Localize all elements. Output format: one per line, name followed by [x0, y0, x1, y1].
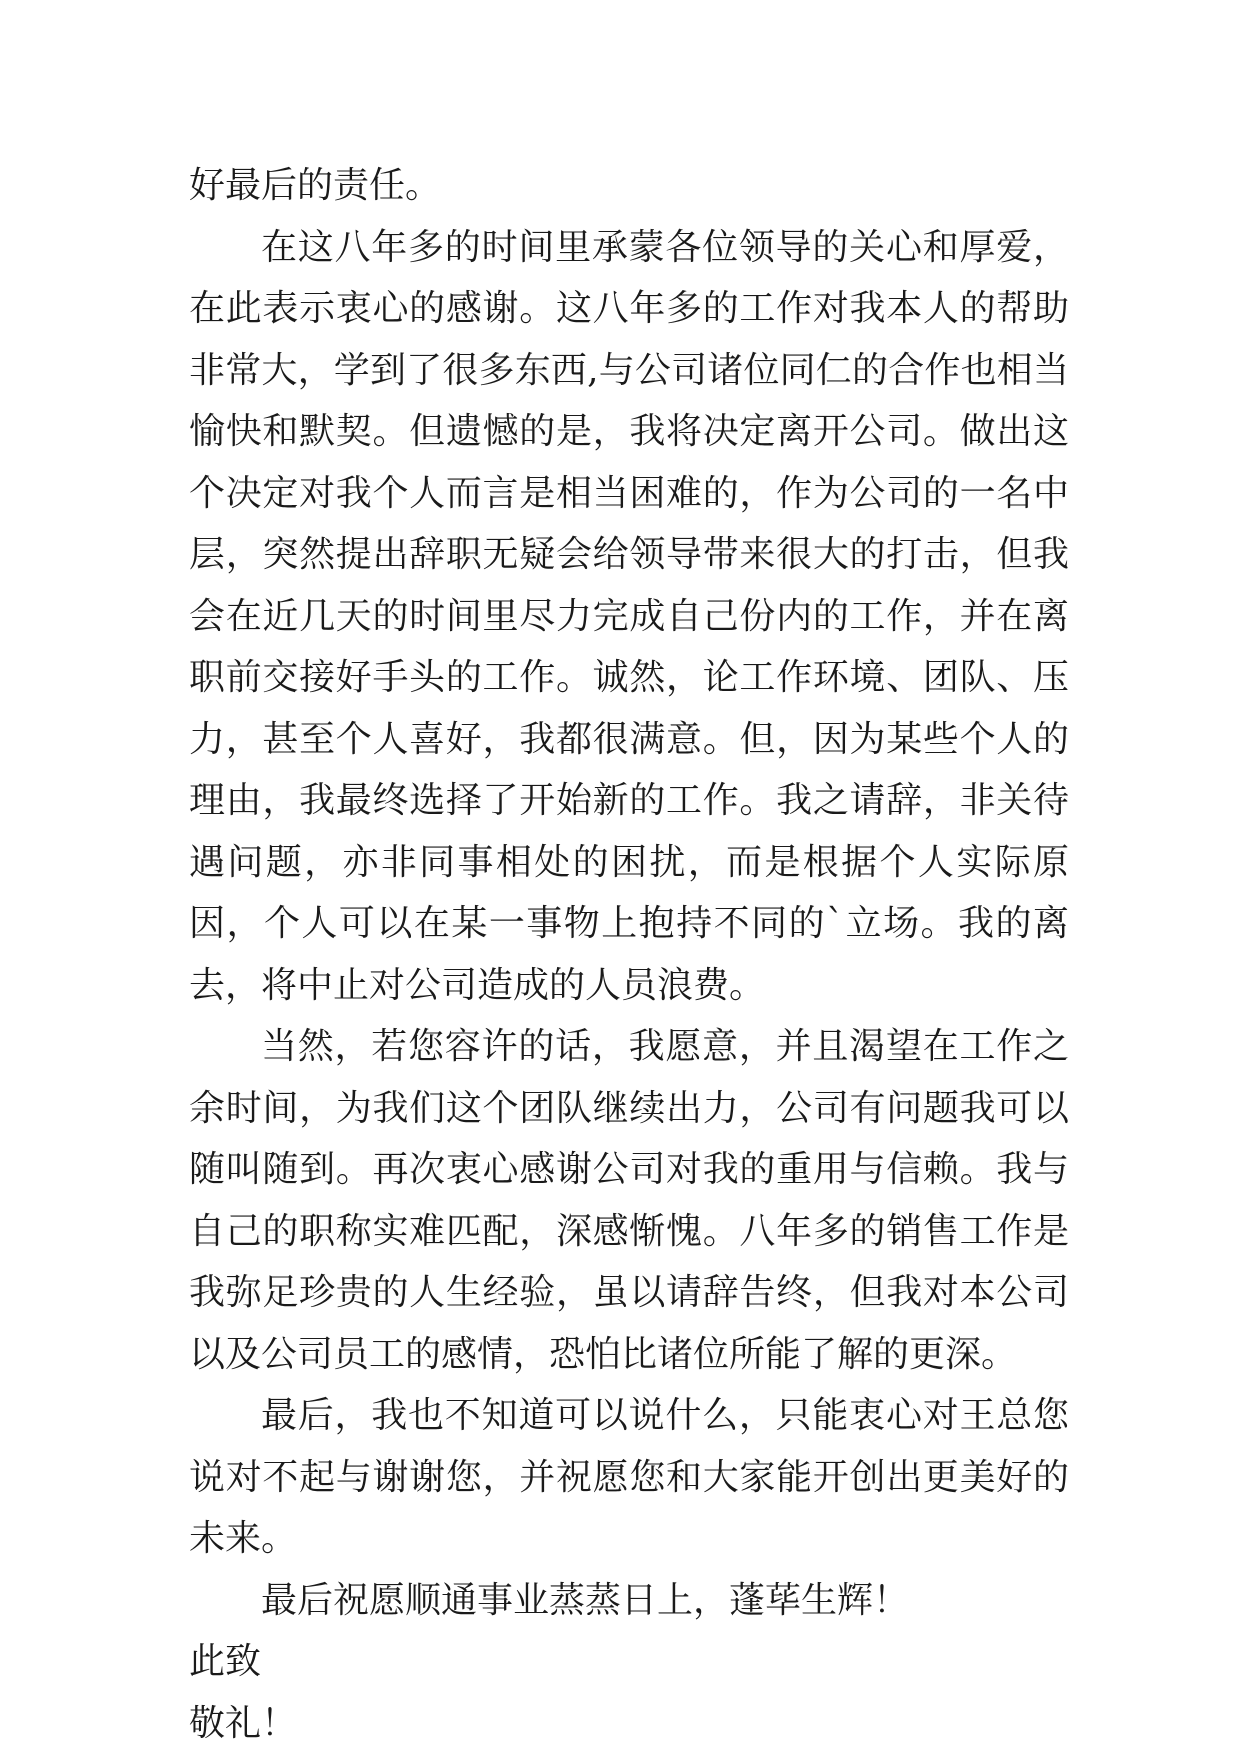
paragraph-5: 最后祝愿顺通事业蒸蒸日上，蓬荜生辉！	[261, 1579, 910, 1621]
closing-salutation: 此致	[189, 1641, 262, 1682]
paragraph-3: 当然，若您容许的话，我愿意，并且渴望在工作之余时间，为我们这个团队继续出力，公司有问题我可以随叫随到。再次衷心感谢公司对我的重用与信赖。我与自己的职称实难匹配，深感惭愧。八年多的销售工作是我弥足珍贵的人生经验，虽以请辞告终，但我对本公司以及公司员工的感情，恐怕比诸位所能了解的更深。	[189, 1026, 1069, 1375]
closing-regards: 敬礼！	[189, 1702, 298, 1744]
paragraph-4: 最后，我也不知道可以说什么，只能衷心对王总您说对不起与谢谢您，并祝愿您和大家能开创出更美好的未来。	[189, 1395, 1069, 1559]
paragraph-2: 在这八年多的时间里承蒙各位领导的关心和厚爱，在此表示衷心的感谢。这八年多的工作对我本人的帮助非常大，学到了很多东西,与公司诸位同仁的合作也相当愉快和默契。但遗憾的是，我将决定离开公司。做出这个决定对我个人而言是相当困难的，作为公司的一名中层，突然提出辞职无疑会给领导带来很大的打击，但我会在近几天的时间里尽力完成自己份内的工作，并在离职前交接好手头的工作。诚然，论工作环境、团队、压力，甚至个人喜好，我都很满意。但，因为某些个人的理由，我最终选择了开始新的工作。我之请辞，非关待遇问题，亦非同事相处的困扰，而是根据个人实际原因，个人可以在某一事物上抱持不同的`立场。我的离去，将中止对公司造成的人员浪费。	[189, 226, 1069, 1006]
letter-body	[189, 155, 1069, 1754]
paragraph-1: 好最后的责任。	[189, 165, 442, 206]
